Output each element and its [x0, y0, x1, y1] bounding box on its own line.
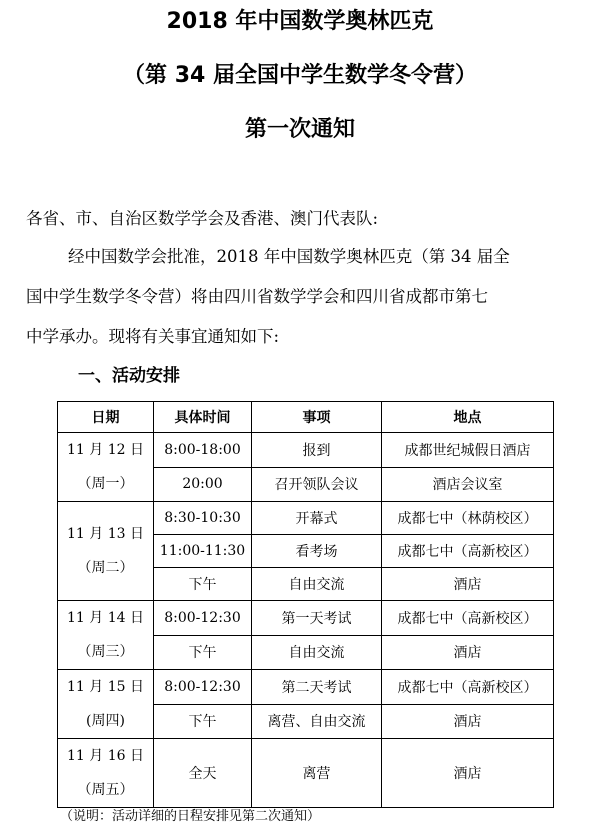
header-place: 地点	[382, 402, 554, 433]
section-heading-schedule: 一、活动安排	[78, 366, 180, 386]
time-cell: 下午	[154, 704, 252, 739]
time-cell: 8:00-12:30	[154, 670, 252, 705]
event-cell: 第二天考试	[252, 670, 382, 705]
schedule-header-row	[58, 402, 554, 433]
place-cell: 酒店	[382, 704, 554, 739]
event-cell: 召开领队会议	[252, 467, 382, 502]
schedule-note: （说明：活动详细的日程安排见第二次通知）	[60, 809, 321, 824]
doc-title: 2018 年中国数学奥林匹克	[166, 9, 434, 34]
date-cell	[58, 502, 154, 601]
place-cell: 酒店会议室	[382, 467, 554, 502]
event-cell: 离营	[252, 739, 382, 808]
addressee: 各省、市、自治区数学学会及香港、澳门代表队:	[26, 209, 379, 228]
event-cell: 第一天考试	[252, 601, 382, 636]
table-row	[58, 433, 554, 468]
place-cell: 酒店	[382, 739, 554, 808]
event-cell: 自由交流	[252, 568, 382, 601]
event-cell: 离营、自由交流	[252, 704, 382, 739]
table-row	[58, 739, 554, 808]
place-cell: 成都七中（高新校区）	[382, 601, 554, 636]
time-cell: 8:30-10:30	[154, 502, 252, 535]
place-cell: 成都七中（高新校区）	[382, 535, 554, 568]
event-cell: 报到	[252, 433, 382, 468]
time-cell: 下午	[154, 635, 252, 670]
paragraph-line-1: 经中国数学会批准，2018 年中国数学奥林匹克（第 34 届全	[68, 247, 510, 266]
weekday-text: （周三）	[77, 644, 134, 660]
date-text: 11 月 16 日	[67, 748, 144, 764]
date-text: 11 月 13 日	[67, 526, 144, 542]
table-row	[58, 502, 554, 535]
date-cell	[58, 739, 154, 808]
event-cell: 看考场	[252, 535, 382, 568]
header-event: 事项	[252, 402, 382, 433]
weekday-text: (周四)	[86, 713, 125, 729]
header-time: 具体时间	[154, 402, 252, 433]
paragraph-line-2: 国中学生数学冬令营）将由四川省数学学会和四川省成都市第七	[26, 287, 488, 306]
date-cell	[58, 433, 154, 502]
time-cell: 20:00	[154, 467, 252, 502]
weekday-text: （周二）	[77, 560, 134, 576]
event-cell: 自由交流	[252, 635, 382, 670]
time-cell: 下午	[154, 568, 252, 601]
event-cell: 开幕式	[252, 502, 382, 535]
table-row	[58, 670, 554, 705]
weekday-text: （周五）	[77, 782, 134, 798]
doc-notice-label: 第一次通知	[244, 117, 355, 142]
place-cell: 成都七中（林荫校区）	[382, 502, 554, 535]
table-row	[58, 601, 554, 636]
place-cell: 酒店	[382, 635, 554, 670]
date-cell	[58, 601, 154, 670]
weekday-text: （周一）	[77, 476, 134, 492]
place-cell: 酒店	[382, 568, 554, 601]
place-cell: 成都七中（高新校区）	[382, 670, 554, 705]
date-text: 11 月 14 日	[67, 610, 144, 626]
place-cell: 成都世纪城假日酒店	[382, 433, 554, 468]
schedule-table	[57, 401, 554, 808]
time-cell: 全天	[154, 739, 252, 808]
date-cell	[58, 670, 154, 739]
time-cell: 8:00-12:30	[154, 601, 252, 636]
date-text: 11 月 15 日	[67, 679, 144, 695]
time-cell: 11:00-11:30	[154, 535, 252, 568]
paragraph-line-3: 中学承办。现将有关事宜通知如下:	[26, 327, 280, 346]
doc-subtitle: （第 34 届全国中学生数学冬令营）	[123, 63, 477, 88]
header-date: 日期	[58, 402, 154, 433]
date-text: 11 月 12 日	[67, 442, 144, 458]
time-cell: 8:00-18:00	[154, 433, 252, 468]
